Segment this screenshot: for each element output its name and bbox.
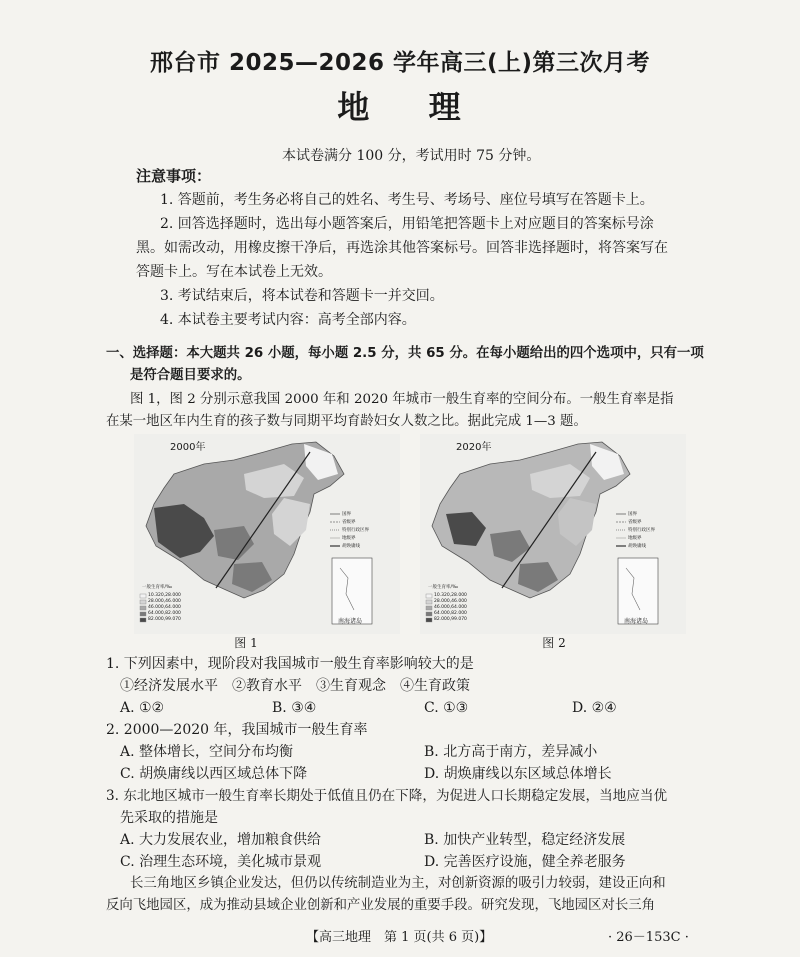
boundary-legend-item: 胡焕庸线 — [628, 544, 646, 549]
legend-title: 一般生育率/‰ — [142, 585, 173, 590]
question-stem: 先采取的措施是 — [120, 810, 218, 826]
inset-label: 南海诸岛 — [338, 618, 363, 625]
answer-option: B. ③④ — [272, 700, 317, 716]
figure-caption: 图 2 — [542, 636, 566, 650]
boundary-legend-item: 地级界 — [628, 536, 642, 541]
page-footer: 【高三地理 第 1 页(共 6 页)】 — [306, 930, 493, 945]
notice-line: 答题卡上。写在本试卷上无效。 — [136, 264, 332, 280]
legend-item: 46.000,64.000 — [148, 605, 181, 610]
answer-option: C. 胡焕庸线以西区域总体下降 — [120, 766, 308, 782]
legend-item: 28.000,46.000 — [434, 599, 467, 604]
boundary-legend-item: 特别行政区界 — [342, 528, 369, 533]
page-code: · 26－153C · — [608, 930, 689, 945]
map-svg — [420, 434, 686, 634]
figure-caption: 图 1 — [234, 636, 258, 650]
answer-option: A. ①② — [120, 700, 165, 716]
question-intro: 图 1，图 2 分别示意我国 2000 年和 2020 年城市一般生育率的空间分布。一般生育率是指 — [130, 392, 674, 407]
legend-item: 64.000,82.000 — [434, 611, 467, 616]
notice-line: 3. 考试结束后，将本试卷和答题卡一并交回。 — [160, 288, 444, 304]
subject-char: 地 — [337, 88, 372, 126]
notice-line: 1. 答题前，考生务必将自己的姓名、考生号、考场号、座位号填写在答题卡上。 — [160, 192, 654, 208]
passage-line: 长三角地区乡镇企业发达，但仍以传统制造业为主，对创新资源的吸引力较弱，建设正向和 — [130, 876, 666, 891]
legend-item: 82.000,99.070 — [148, 617, 181, 622]
boundary-legend-item: 国界 — [342, 512, 351, 517]
exam-info: 本试卷满分 100 分，考试用时 75 分钟。 — [282, 148, 541, 164]
boundary-legend-item: 胡焕庸线 — [342, 544, 360, 549]
answer-option: C. ①③ — [424, 700, 469, 716]
notice-line: 2. 回答选择题时，选出每小题答案后，用铅笔把答题卡上对应题目的答案标号涂 — [160, 216, 654, 232]
question-stem: 3. 东北地区城市一般生育率长期处于低值且仍在下降，为促进人口长期稳定发展，当地应当优 — [106, 788, 668, 804]
answer-option: D. 胡焕庸线以东区域总体增长 — [424, 766, 612, 782]
answer-option: D. 完善医疗设施，健全养老服务 — [424, 854, 626, 870]
inset-label: 南海诸岛 — [624, 618, 649, 625]
notice-line: 黑。如需改动，用橡皮擦干净后，再选涂其他答案标号。回答非选择题时，将答案写在 — [136, 240, 668, 256]
map-svg — [134, 434, 400, 634]
boundary-legend-item: 省级界 — [628, 520, 642, 525]
boundary-legend-item: 国界 — [628, 512, 637, 517]
legend-item: 82.000,99.070 — [434, 617, 467, 622]
answer-option: A. 整体增长，空间分布均衡 — [120, 744, 294, 760]
boundary-legend-item: 特别行政区界 — [628, 528, 655, 533]
legend-item: 28.000,46.000 — [148, 599, 181, 604]
fertility-map-2000 — [134, 434, 400, 634]
passage-line: 反向飞地园区，成为推动县域企业创新和产业发展的重要手段。研究发现，飞地园区对长三角 — [106, 898, 656, 913]
question-stem: 2. 2000—2020 年，我国城市一般生育率 — [106, 722, 368, 738]
answer-option: D. ②④ — [572, 700, 617, 716]
question-sub-options: ①经济发展水平 ②教育水平 ③生育观念 ④生育政策 — [120, 678, 470, 694]
answer-option: B. 北方高于南方，差异减小 — [424, 744, 598, 760]
map-year-label: 2020年 — [456, 442, 492, 453]
legend-title: 一般生育率/‰ — [428, 585, 459, 590]
section-heading: 一、选择题：本大题共 26 小题，每小题 2.5 分，共 65 分。在每小题给出的四个选项中，只有一项 — [106, 346, 704, 361]
map-year-label: 2000年 — [170, 442, 206, 453]
fertility-map-2020 — [420, 434, 686, 634]
answer-option: C. 治理生态环境，美化城市景观 — [120, 854, 322, 870]
legend-item: 64.000,82.000 — [148, 611, 181, 616]
subject-title — [0, 82, 800, 128]
subject-char: 理 — [428, 88, 463, 126]
legend-item: 10.320,28.000 — [434, 593, 467, 598]
boundary-legend-item: 省级界 — [342, 520, 356, 525]
boundary-legend-item: 地级界 — [342, 536, 356, 541]
legend-item: 46.000,64.000 — [434, 605, 467, 610]
exam-title: 邢台市 2025—2026 学年高三(上)第三次月考 — [149, 50, 651, 76]
answer-option: A. 大力发展农业，增加粮食供给 — [120, 832, 322, 848]
question-stem: 1. 下列因素中，现阶段对我国城市一般生育率影响较大的是 — [106, 656, 474, 672]
notice-line: 4. 本试卷主要考试内容：高考全部内容。 — [160, 312, 416, 328]
answer-option: B. 加快产业转型，稳定经济发展 — [424, 832, 626, 848]
notice-heading: 注意事项： — [136, 167, 212, 185]
legend-item: 10.320,28.000 — [148, 593, 181, 598]
section-heading: 是符合题目要求的。 — [130, 368, 251, 383]
question-intro: 在某一地区年内生育的孩子数与同期平均育龄妇女人数之比。据此完成 1—3 题。 — [106, 414, 587, 429]
